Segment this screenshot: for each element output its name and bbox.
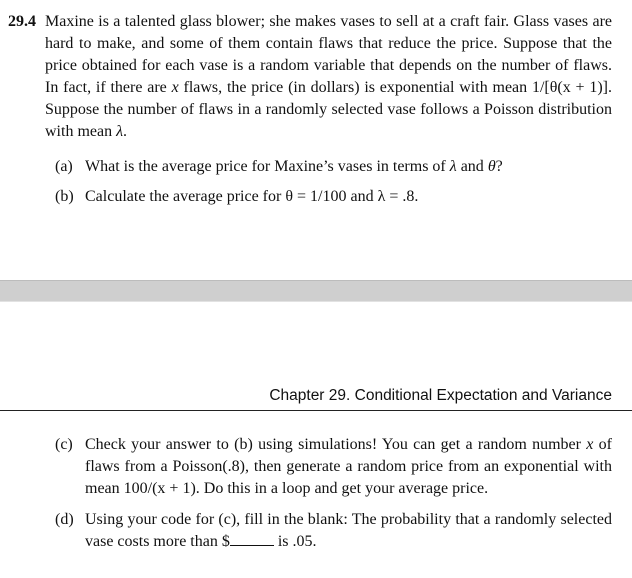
part-a: [55, 156, 610, 178]
part-a-theta: θ: [487, 158, 496, 175]
part-d-text-2: is .05.: [273, 533, 317, 550]
part-a-text: [85, 156, 610, 178]
problem-29-4: [8, 11, 612, 143]
part-b-lambda-value: λ = .8: [377, 188, 415, 205]
parts-list-bottom: [55, 434, 612, 562]
part-c: [55, 434, 612, 500]
statement-part-3: . Suppose the number of flaws in a randomly selected vase follows a Poisson distribution with mean: [45, 79, 612, 140]
running-header: Chapter 29. Conditional Expectation and Variance: [269, 387, 612, 404]
part-d-text: [85, 509, 612, 553]
statement-part-1: Maxine is a talented glass blower; she makes vases to sell at a craft fair. Glass vases are hard to make, and some of them contain flaws that reduce the price. Suppose that the price obtained for each vase is a random variable that depends on the number of flaws. In fact, if there are: [45, 13, 612, 96]
part-b: [55, 186, 610, 208]
part-b-text: [85, 186, 610, 208]
page-separator: [0, 280, 632, 302]
fill-in-blank: [230, 531, 274, 546]
lambda-symbol: λ: [116, 123, 124, 140]
parts-list-top: [55, 156, 610, 216]
page-top: [0, 0, 632, 280]
part-b-and: and: [346, 188, 378, 205]
part-a-question: What is the average price for Maxine’s vases in terms of: [85, 158, 450, 175]
part-c-text-2: of flaws from a Poisson(.8), then generate a random price from an exponential with mean: [85, 436, 613, 497]
part-b-end: .: [414, 188, 419, 205]
part-b-question: Calculate the average price for: [85, 188, 286, 205]
part-d-label: (d): [55, 511, 74, 528]
part-c-label: (c): [55, 436, 73, 453]
header-rule: [0, 410, 632, 411]
statement-part-2: flaws, the price (in dollars) is exponential with mean: [178, 79, 532, 96]
part-c-x: x: [586, 436, 594, 453]
part-b-label: (b): [55, 188, 74, 205]
part-b-theta-value: θ = 1/100: [285, 188, 347, 205]
part-c-text: [85, 434, 612, 500]
page-bottom: [0, 300, 632, 578]
problem-number: 29.4: [8, 13, 36, 30]
part-c-text-1: Check your answer to (b) using simulations! You can get a random number: [85, 436, 587, 453]
part-a-end: ?: [495, 158, 503, 175]
part-c-mean-expression: 100/(x + 1): [123, 480, 196, 497]
mean-expression: 1/[θ(x + 1)]: [531, 79, 608, 96]
part-a-lambda: λ: [449, 158, 457, 175]
part-d-text-1: Using your code for (c), fill in the blank: The probability that a randomly selected vase costs more than $: [85, 511, 612, 550]
part-a-label: (a): [55, 158, 73, 175]
part-c-text-3: . Do this in a loop and get your average price.: [195, 480, 489, 497]
variable-x: x: [171, 79, 179, 96]
statement-end: .: [123, 123, 128, 140]
part-d: [55, 509, 612, 553]
part-a-and: and: [456, 158, 488, 175]
problem-statement: [45, 11, 612, 143]
